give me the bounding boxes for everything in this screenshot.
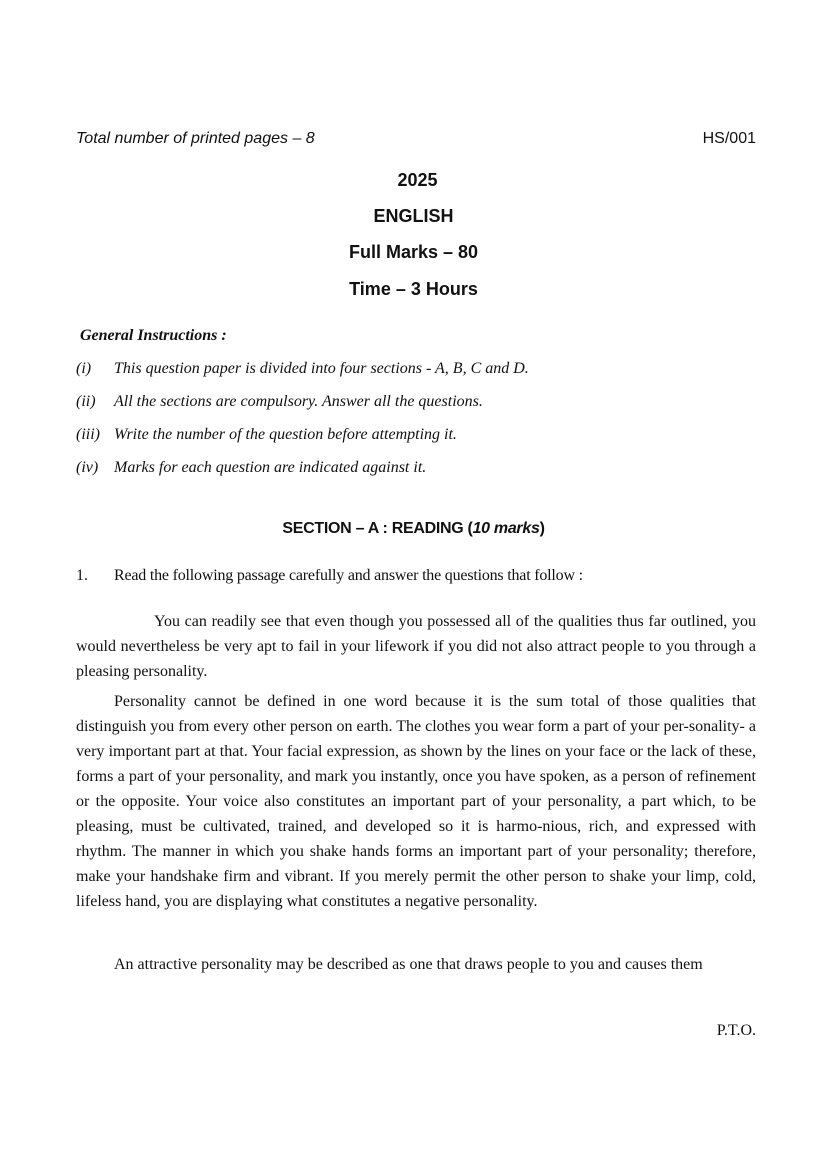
- exam-time: Time – 3 Hours: [349, 279, 478, 299]
- instruction-item: [76, 360, 756, 382]
- general-instructions-title: General Instructions :: [80, 327, 227, 344]
- section-title-suffix: ): [539, 520, 545, 537]
- instruction-number: (iv): [76, 459, 99, 476]
- exam-subject: ENGLISH: [373, 206, 454, 226]
- instruction-number: (ii): [76, 393, 96, 410]
- instruction-text: This question paper is divided into four sections - A, B, C and D.: [114, 360, 529, 377]
- question-number: 1.: [76, 567, 88, 584]
- section-title-marks: 10 marks: [472, 520, 540, 537]
- instruction-item: [76, 426, 756, 448]
- please-turn-over: P.T.O.: [716, 1022, 756, 1039]
- section-title-prefix: SECTION – A : READING (: [282, 520, 473, 537]
- instruction-number: (iii): [76, 426, 100, 443]
- printed-pages-note: Total number of printed pages – 8: [76, 130, 315, 147]
- instruction-item: [76, 459, 756, 481]
- instruction-item: [76, 393, 756, 415]
- paper-code: HS/001: [702, 130, 756, 147]
- passage-paragraph-3: An attractive personality may be described as one that draws people to you and causes them: [114, 956, 703, 973]
- passage-paragraph-2: Personality cannot be defined in one word because it is the sum total of those qualities that distinguish you from every other person on earth. The clothes you wear form a part of your per-sonality- a very important part at that. Your facial expression, as shown by the lines on your face or the lack of these, forms a part of your personality, and mark you instantly, once you have spoken, as a person of refinement or the opposite. Your voice also constitutes an important part of your personality, a part which, to be pleasing, must be cultivated, trained, and developed so it is harmo-nious, rich, and expressed with rhythm. The manner in which you shake hands forms an important part of your personality; therefore, make your handshake firm and vibrant. If you merely permit the other person to shake your limp, cold, lifeless hand, you are displaying what constitutes a negative personality.: [76, 693, 756, 910]
- instruction-text: Marks for each question are indicated against it.: [114, 459, 427, 476]
- instruction-text: All the sections are compulsory. Answer all the questions.: [114, 393, 483, 410]
- passage-paragraph-1: You can readily see that even though you possessed all of the qualities thus far outlined, you would nevertheless be very apt to fail in your lifework if you did not also attract people to you through a pleasing personality.: [76, 613, 756, 680]
- question-text: Read the following passage carefully and answer the questions that follow :: [114, 567, 583, 584]
- full-marks: Full Marks – 80: [348, 242, 479, 262]
- instruction-number: (i): [76, 360, 92, 377]
- instruction-text: Write the number of the question before attempting it.: [114, 426, 457, 443]
- page-header: [76, 130, 756, 152]
- exam-year: 2025: [397, 170, 438, 190]
- section-a-title: [0, 520, 827, 538]
